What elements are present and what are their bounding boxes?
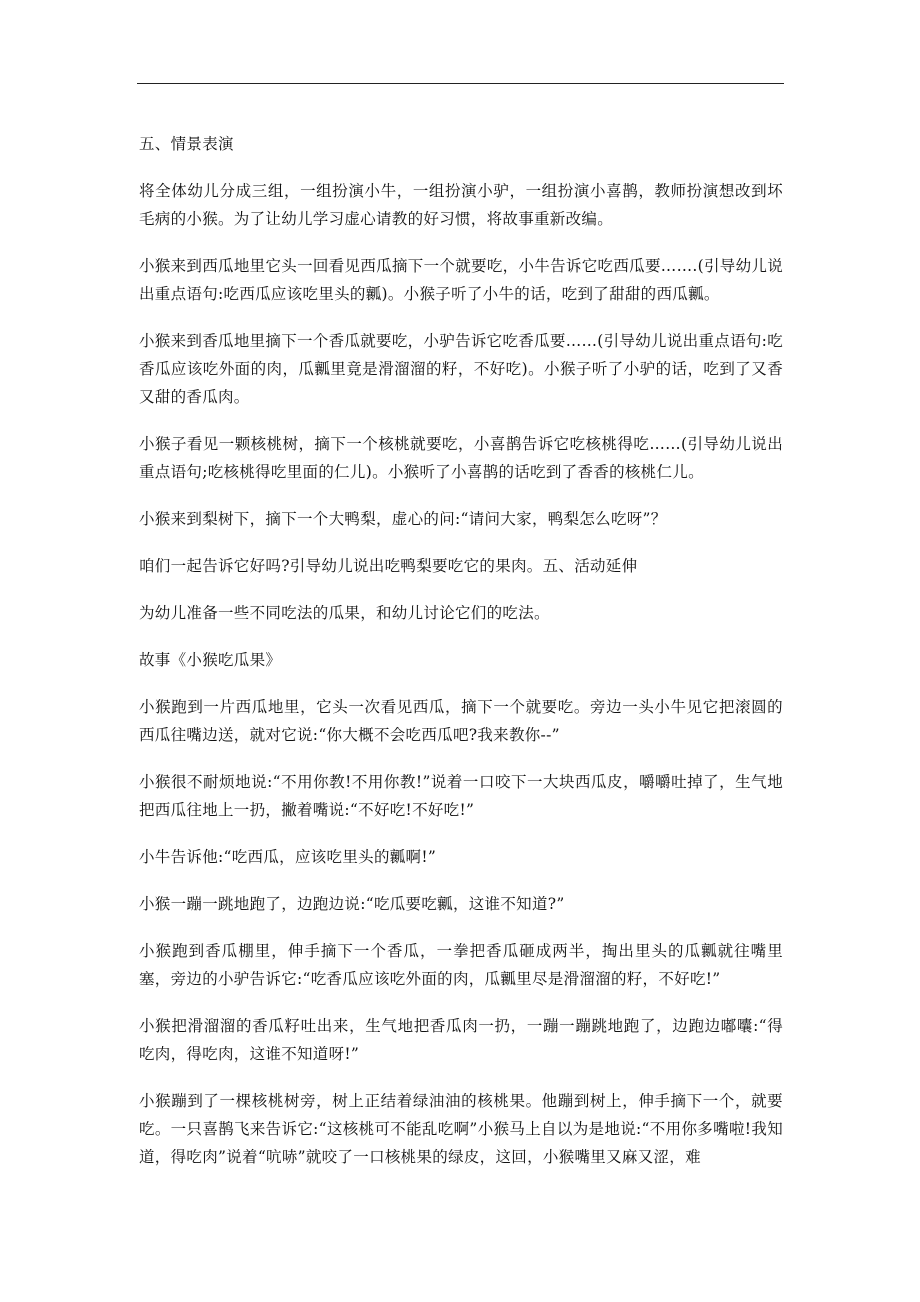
story-paragraph: 小猴跑到一片西瓜地里，它头一次看见西瓜，摘下一个就要吃。旁边一头小牛见它把滚圆的西瓜往嘴边送，就对它说:“你大概不会吃西瓜吧?我来教你--” bbox=[139, 698, 783, 744]
story-paragraph: 小猴一蹦一跳地跑了，边跑边说:“吃瓜要吃瓤，这谁不知道?” bbox=[139, 895, 565, 913]
story-title: 故事《小猴吃瓜果》 bbox=[139, 651, 282, 669]
paragraph-grouping: 将全体幼儿分成三组，一组扮演小牛，一组扮演小驴，一组扮演小喜鹊，教师扮演想改到坏毛病的小猴。为了让幼儿学习虚心请教的好习惯，将故事重新改编。 bbox=[139, 182, 783, 228]
paragraph-tell-together: 咱们一起告诉它好吗?引导幼儿说出吃鸭梨要吃它的果肉。五、活动延伸 bbox=[139, 557, 638, 575]
story-paragraph: 小猴蹦到了一棵核桃树旁，树上正结着绿油油的核桃果。他蹦到树上，伸手摘下一个，就要吃。一只喜鹊飞来告诉它:“这核桃可不能乱吃啊”小猴马上自以为是地说:“不用你多嘴啦!我知道，得吃肉”说着“吭哧”就咬了一口核桃果的绿皮，这回，小猴嘴里又麻又涩，难 bbox=[139, 1092, 783, 1166]
paragraph-extension: 为幼儿准备一些不同吃法的瓜果，和幼儿讨论它们的吃法。 bbox=[139, 604, 550, 622]
paragraph-pear: 小猴来到梨树下，摘下一个大鸭梨，虚心的问:“请问大家，鸭梨怎么吃呀”？ bbox=[139, 510, 667, 528]
header-rule bbox=[137, 83, 784, 84]
story-paragraph: 小猴跑到香瓜棚里，伸手摘下一个香瓜，一拳把香瓜砸成两半，掏出里头的瓜瓤就往嘴里塞，旁边的小驴告诉它:“吃香瓜应该吃外面的肉，瓜瓤里尽是滑溜溜的籽，不好吃!” bbox=[139, 942, 783, 988]
document-body bbox=[139, 130, 783, 1171]
story-paragraph: 小猴很不耐烦地说:“不用你教!不用你教!”说着一口咬下一大块西瓜皮，嚼嚼吐掉了，生气地把西瓜往地上一扔，撇着嘴说:“不好吃!不好吃!” bbox=[139, 773, 783, 819]
paragraph-watermelon: 小猴来到西瓜地里它头一回看见西瓜摘下一个就要吃，小牛告诉它吃西瓜要…….(引导幼儿说出重点语句:吃西瓜应该吃里头的瓤)。小猴子听了小牛的话，吃到了甜甜的西瓜瓤。 bbox=[139, 257, 783, 303]
story-paragraph: 小猴把滑溜溜的香瓜籽吐出来，生气地把香瓜肉一扔，一蹦一蹦跳地跑了，边跑边嘟囔:“得吃肉，得吃肉，这谁不知道呀!” bbox=[139, 1017, 783, 1063]
section-heading-scenario-performance: 五、情景表演 bbox=[139, 135, 234, 153]
paragraph-walnut: 小猴子看见一颗核桃树，摘下一个核桃就要吃，小喜鹊告诉它吃核桃得吃……(引导幼儿说出重点语句;吃核桃得吃里面的仁儿)。小猴听了小喜鹊的话吃到了香香的核桃仁儿。 bbox=[139, 435, 783, 481]
paragraph-muskmelon: 小猴来到香瓜地里摘下一个香瓜就要吃，小驴告诉它吃香瓜要……(引导幼儿说出重点语句:吃香瓜应该吃外面的肉，瓜瓤里竟是滑溜溜的籽，不好吃)。小猴子听了小驴的话，吃到了又香又甜的香瓜肉。 bbox=[139, 332, 783, 406]
story-paragraph: 小牛告诉他:“吃西瓜，应该吃里头的瓤啊!” bbox=[139, 848, 437, 866]
